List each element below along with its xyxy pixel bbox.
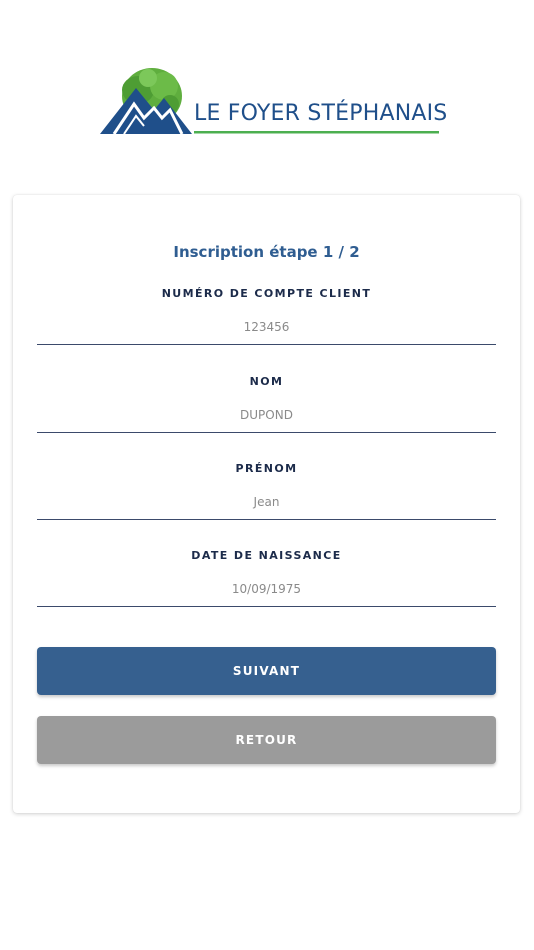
first-name-field xyxy=(37,462,496,520)
mountain-tree-icon xyxy=(98,64,198,140)
birth-date-input[interactable] xyxy=(37,577,496,607)
last-name-label: NOM xyxy=(249,375,284,388)
back-button[interactable]: RETOUR xyxy=(37,716,496,764)
birth-date-label: DATE DE NAISSANCE xyxy=(191,549,342,562)
birth-date-field xyxy=(37,549,496,607)
account-number-field xyxy=(37,287,496,345)
last-name-input[interactable] xyxy=(37,403,496,433)
form-title: Inscription étape 1 / 2 xyxy=(173,243,360,261)
last-name-field xyxy=(37,375,496,433)
first-name-label: PRÉNOM xyxy=(235,462,298,475)
brand-underline xyxy=(194,131,439,135)
next-button[interactable]: SUIVANT xyxy=(37,647,496,695)
registration-card xyxy=(13,195,520,813)
first-name-input[interactable] xyxy=(37,490,496,520)
brand-logo xyxy=(98,64,448,140)
brand-name: LE FOYER STÉPHANAIS xyxy=(194,101,448,126)
account-number-input[interactable] xyxy=(37,315,496,345)
account-number-label: NUMÉRO DE COMPTE CLIENT xyxy=(161,287,372,300)
